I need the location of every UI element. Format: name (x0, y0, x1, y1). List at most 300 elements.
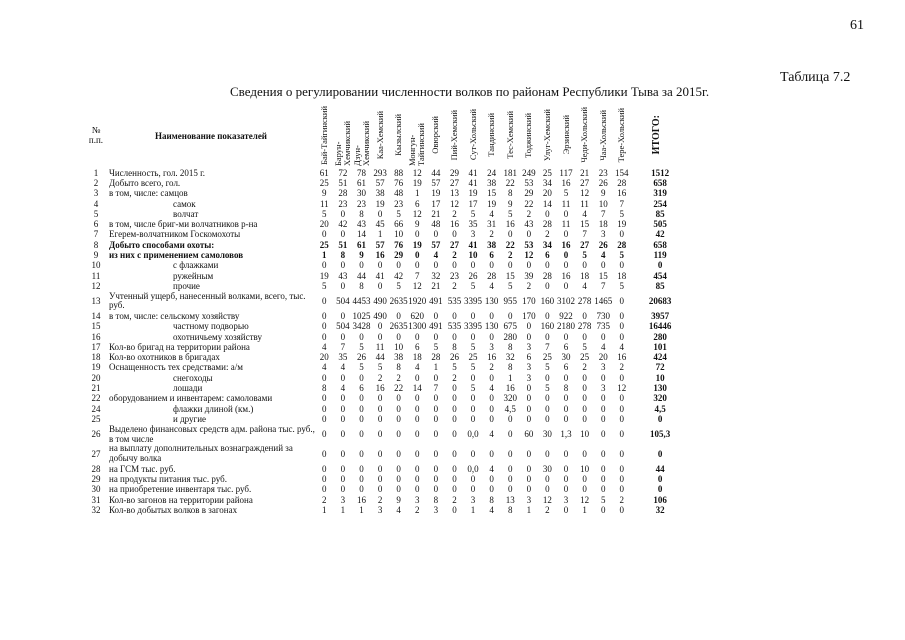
cell-value: 0 (396, 310, 401, 321)
cell-value: 0 (396, 331, 401, 342)
cell-value: 0 (600, 505, 606, 515)
table-row (85, 322, 683, 332)
cell-value: 1 (507, 372, 513, 383)
row-label: на приобретение инвентаря тыс. руб. (109, 484, 252, 495)
row-number: 29 (91, 474, 101, 485)
row-number: 20 (91, 372, 101, 383)
cell-value: 0 (563, 413, 569, 424)
cell-value: 22 (505, 177, 515, 188)
row-total: 254 (653, 198, 667, 209)
district-name: Бай-Тайгинский (318, 105, 329, 165)
cell-value: 7 (340, 341, 346, 352)
cell-value: 0 (377, 413, 383, 424)
cell-value: 2 (377, 372, 383, 383)
table-row (85, 474, 683, 484)
cell-value: 0 (377, 474, 383, 485)
row-number: 30 (91, 484, 101, 495)
cell-value: 15 (598, 270, 608, 281)
cell-value: 27 (449, 177, 459, 188)
cell-value: 0 (619, 505, 625, 515)
cell-value: 29 (449, 167, 459, 178)
row-total: 32 (655, 505, 665, 515)
cell-value: 5 (396, 208, 401, 219)
cell-value: 15 (487, 188, 497, 199)
cell-value: 0 (582, 393, 587, 404)
cell-value: 2 (489, 229, 494, 240)
cell-value: 0 (545, 448, 550, 459)
cell-value: 0 (507, 413, 513, 424)
cell-value: 0 (545, 403, 550, 414)
cell-value: 0 (619, 321, 625, 332)
cell-value: 0 (433, 229, 439, 240)
cell-value: 0 (563, 250, 569, 261)
cell-value: 0 (452, 505, 457, 515)
cell-value: 0 (377, 260, 383, 271)
cell-value: 4 (433, 250, 439, 261)
cell-value: 0 (340, 260, 346, 271)
row-number: 12 (91, 280, 101, 291)
cell-value: 490 (373, 295, 387, 306)
cell-value: 28 (338, 188, 348, 199)
cell-value: 0 (619, 393, 625, 404)
cell-value: 0 (563, 208, 569, 219)
cell-value: 0 (619, 463, 625, 474)
cell-value: 0 (526, 474, 532, 485)
cell-value: 8 (563, 383, 569, 394)
cell-value: 0 (545, 474, 550, 485)
cell-value: 0 (526, 403, 532, 414)
cell-value: 0 (600, 331, 606, 342)
cell-value: 41 (468, 239, 478, 250)
cell-value: 9 (359, 250, 364, 261)
cell-value: 16 (617, 352, 627, 363)
row-number: 31 (91, 494, 101, 505)
cell-value: 0,0 (467, 429, 479, 439)
cell-value: 0 (322, 429, 327, 439)
cell-value: 5 (563, 188, 569, 199)
cell-value: 57 (375, 239, 385, 250)
cell-value: 41 (375, 270, 385, 281)
header-district (464, 104, 483, 168)
cell-value: 43 (356, 219, 366, 230)
cell-value: 26 (468, 270, 478, 281)
cell-value: 1300 (408, 321, 427, 332)
cell-value: 9 (415, 219, 420, 230)
cell-value: 6 (359, 383, 364, 394)
cell-value: 20 (542, 188, 552, 199)
cell-value: 5 (619, 280, 625, 291)
cell-value: 42 (394, 270, 404, 281)
cell-value: 34 (542, 177, 552, 188)
cell-value: 44 (356, 270, 366, 281)
cell-value: 12 (524, 250, 534, 261)
district-name: Тере-Хольский (616, 107, 627, 163)
header-district (575, 104, 594, 168)
cell-value: 5 (359, 362, 364, 373)
cell-value: 11 (580, 198, 589, 209)
cell-value: 0 (415, 229, 420, 240)
cell-value: 8 (507, 341, 513, 352)
cell-value: 38 (487, 239, 497, 250)
row-total: 658 (653, 177, 667, 188)
cell-value: 15 (505, 270, 515, 281)
cell-value: 0 (359, 393, 364, 404)
cell-value: 160 (540, 321, 555, 332)
row-label: прочие (173, 281, 200, 291)
header-district (594, 104, 613, 168)
cell-value: 1 (359, 505, 364, 515)
cell-value: 4 (489, 463, 494, 474)
cell-value: 0 (359, 484, 364, 495)
row-number: 9 (93, 250, 99, 261)
cell-value: 5 (322, 280, 327, 291)
cell-value: 0 (582, 331, 587, 342)
cell-value: 3 (415, 494, 420, 505)
cell-value: 9 (322, 188, 327, 199)
row-number: 24 (91, 403, 101, 414)
cell-value: 8 (507, 505, 513, 515)
cell-value: 0 (470, 331, 476, 342)
row-number: 28 (91, 463, 101, 474)
cell-value: 0 (340, 448, 346, 459)
cell-value: 44 (431, 167, 441, 178)
cell-value: 0 (470, 484, 476, 495)
cell-value: 5 (600, 494, 606, 505)
row-total: 1512 (651, 167, 670, 178)
cell-value: 4 (322, 362, 327, 373)
header-district (445, 104, 464, 168)
row-label: Кол-во добытых волков в загонах (109, 505, 238, 515)
cell-value: 4 (489, 208, 494, 219)
cell-value: 535 (447, 321, 462, 332)
cell-value: 0 (359, 260, 364, 271)
cell-value: 0 (433, 403, 439, 414)
row-label: Егерем-волчатником Госкомохоты (109, 229, 241, 240)
district-name: Кызылский (393, 114, 404, 156)
cell-value: 28 (487, 270, 497, 281)
cell-value: 5 (470, 362, 476, 373)
cell-value: 0 (396, 474, 401, 485)
table-row (85, 178, 683, 188)
row-total: 4,5 (654, 403, 666, 414)
cell-value: 12 (542, 494, 552, 505)
cell-value: 30 (542, 429, 552, 439)
table-row (85, 404, 683, 414)
row-label: Добыто всего, гол. (109, 178, 181, 188)
cell-value: 4 (489, 505, 494, 515)
row-number: 27 (91, 448, 101, 459)
row-number: 26 (91, 429, 101, 439)
cell-value: 57 (375, 177, 385, 188)
cell-value: 0 (619, 448, 625, 459)
cell-value: 0 (340, 429, 346, 439)
cell-value: 0 (396, 393, 401, 404)
cell-value: 21 (580, 167, 590, 178)
cell-value: 53 (524, 177, 534, 188)
cell-value: 0 (545, 331, 550, 342)
table-row (85, 230, 683, 240)
row-total: 10 (655, 372, 665, 383)
cell-value: 17 (431, 198, 441, 209)
cell-value: 27 (580, 239, 590, 250)
cell-value: 0 (563, 505, 569, 515)
cell-value: 6 (545, 250, 550, 261)
cell-value: 24 (487, 167, 497, 178)
cell-value: 0 (470, 448, 476, 459)
cell-value: 8 (396, 362, 401, 373)
cell-value: 22 (394, 383, 404, 394)
cell-value: 130 (484, 295, 499, 306)
row-label: самок (173, 198, 196, 209)
cell-value: 0 (470, 260, 476, 271)
cell-value: 6 (415, 341, 420, 352)
header-district (538, 104, 557, 168)
cell-value: 0 (377, 331, 383, 342)
row-total: 280 (653, 331, 667, 342)
cell-value: 181 (503, 167, 517, 178)
cell-value: 5 (359, 341, 364, 352)
district-name: Барун-Хемчикский (332, 120, 352, 166)
cell-value: 0 (322, 403, 327, 414)
cell-value: 0 (582, 383, 587, 394)
cell-value: 0 (377, 484, 383, 495)
row-label: лошади (173, 383, 203, 394)
cell-value: 0 (526, 393, 532, 404)
district-name: Эрзинский (560, 115, 571, 155)
table-row (85, 373, 683, 383)
row-label: охотничьему хозяйству (173, 331, 262, 342)
cell-value: 26 (598, 177, 608, 188)
district-name: Каа-Хемский (374, 110, 385, 160)
cell-value: 4 (415, 362, 420, 373)
table-row (85, 464, 683, 474)
cell-value: 1 (470, 505, 476, 515)
cell-value: 9 (396, 494, 401, 505)
cell-value: 0 (452, 383, 457, 394)
total-label: ИТОГО: (650, 115, 662, 155)
cell-value: 4 (340, 383, 346, 394)
cell-value: 53 (524, 239, 534, 250)
cell-value: 0 (452, 403, 457, 414)
table-row (85, 189, 683, 199)
row-total: 42 (655, 229, 665, 240)
cell-value: 5 (470, 341, 476, 352)
cell-value: 16 (487, 352, 497, 363)
cell-value: 5 (433, 341, 439, 352)
cell-value: 2 (452, 208, 457, 219)
cell-value: 0 (396, 260, 401, 271)
cell-value: 1920 (408, 295, 427, 306)
cell-value: 5 (322, 208, 327, 219)
cell-value: 16 (505, 219, 515, 230)
cell-value: 4 (619, 341, 625, 352)
cell-value: 0 (582, 310, 587, 321)
cell-value: 20 (598, 352, 608, 363)
cell-value: 0 (563, 280, 569, 291)
cell-value: 0 (415, 463, 420, 474)
cell-value: 8 (507, 362, 513, 373)
cell-value: 0 (377, 280, 383, 291)
cell-value: 0 (322, 310, 327, 321)
cell-value: 490 (373, 310, 387, 321)
cell-value: 0 (322, 448, 327, 459)
cell-value: 0 (340, 229, 346, 240)
cell-value: 5 (545, 383, 550, 394)
row-label: и другие (173, 414, 207, 424)
table-row (85, 425, 683, 445)
cell-value: 0 (470, 403, 476, 414)
cell-value: 57 (431, 177, 441, 188)
cell-value: 160 (540, 295, 555, 306)
row-label: Численность, гол. 2015 г. (109, 168, 206, 178)
cell-value: 278 (577, 295, 592, 306)
cell-value: 0 (452, 463, 457, 474)
header-num: № п.п. (88, 125, 104, 145)
cell-value: 0 (470, 474, 476, 485)
cell-value: 20 (319, 352, 329, 363)
row-total: 16446 (648, 321, 672, 332)
district-name: Монгун-Тайгинский (407, 123, 427, 166)
cell-value: 0 (340, 331, 346, 342)
cell-value: 0 (415, 413, 420, 424)
district-name: Улуг-Хемский (541, 108, 552, 162)
cell-value: 29 (394, 250, 404, 261)
cell-value: 21 (431, 208, 441, 219)
row-total: 505 (653, 219, 667, 230)
cell-value: 13 (505, 494, 515, 505)
cell-value: 0 (415, 403, 420, 414)
cell-value: 0 (489, 331, 494, 342)
cell-value: 76 (394, 239, 404, 250)
cell-value: 9 (507, 198, 513, 209)
table-row (85, 363, 683, 373)
row-total: 0 (657, 260, 663, 271)
cell-value: 60 (524, 429, 534, 439)
cell-value: 6 (563, 341, 569, 352)
cell-value: 0 (526, 229, 532, 240)
header-total (631, 104, 683, 168)
cell-value: 6 (489, 250, 494, 261)
cell-value: 5 (470, 280, 476, 291)
cell-value: 0 (322, 295, 327, 306)
cell-value: 0 (507, 463, 513, 474)
cell-value: 0 (619, 229, 625, 240)
table-row (85, 261, 683, 271)
cell-value: 2 (619, 494, 625, 505)
cell-value: 28 (617, 239, 627, 250)
cell-value: 25 (319, 177, 329, 188)
cell-value: 18 (617, 270, 627, 281)
cell-value: 2 (545, 229, 550, 240)
wolf-data-table (85, 104, 683, 516)
cell-value: 8 (359, 208, 364, 219)
cell-value: 0 (545, 260, 550, 271)
table-row (85, 444, 683, 464)
cell-value: 280 (503, 331, 517, 342)
cell-value: 18 (412, 352, 422, 363)
cell-value: 730 (596, 310, 610, 321)
table-row (85, 271, 683, 281)
cell-value: 51 (338, 239, 348, 250)
cell-value: 0 (322, 393, 327, 404)
cell-value: 43 (338, 270, 348, 281)
cell-value: 0 (600, 260, 606, 271)
row-number: 4 (93, 198, 99, 209)
cell-value: 11 (561, 198, 571, 209)
cell-value: 16 (375, 250, 385, 261)
cell-value: 0 (377, 429, 383, 439)
cell-value: 278 (577, 321, 592, 332)
cell-value: 0 (619, 413, 625, 424)
cell-value: 7 (600, 208, 606, 219)
cell-value: 0 (600, 429, 606, 439)
cell-value: 0 (526, 484, 532, 495)
cell-value: 0 (396, 448, 401, 459)
cell-value: 28 (617, 177, 627, 188)
cell-value: 0 (507, 260, 513, 271)
cell-value: 1025 (352, 310, 371, 321)
cell-value: 0 (433, 429, 439, 439)
cell-value: 0 (600, 393, 606, 404)
cell-value: 3 (600, 362, 606, 373)
cell-value: 16 (617, 188, 627, 199)
cell-value: 38 (487, 177, 497, 188)
cell-value: 3 (526, 494, 532, 505)
cell-value: 117 (559, 167, 573, 178)
district-name: Пий-Хемский (448, 109, 459, 161)
cell-value: 14 (356, 229, 366, 240)
cell-value: 45 (375, 219, 385, 230)
cell-value: 2 (582, 362, 587, 373)
cell-value: 0 (396, 463, 401, 474)
cell-value: 2635 (389, 295, 408, 306)
cell-value: 0 (415, 250, 420, 261)
row-label: флажки длиной (км.) (173, 404, 254, 414)
header-district (389, 104, 408, 168)
cell-value: 0 (582, 474, 587, 485)
cell-value: 48 (394, 188, 404, 199)
cell-value: 0 (359, 448, 364, 459)
cell-value: 0 (545, 484, 550, 495)
cell-value: 3 (377, 505, 383, 515)
cell-value: 0 (563, 463, 569, 474)
cell-value: 35 (338, 352, 348, 363)
cell-value: 8 (489, 494, 494, 505)
cell-value: 0 (340, 463, 346, 474)
cell-value: 0 (489, 372, 494, 383)
cell-value: 0 (545, 280, 550, 291)
table-row (85, 414, 683, 424)
row-number: 2 (93, 177, 99, 188)
cell-value: 23 (449, 270, 459, 281)
cell-value: 0 (340, 484, 346, 495)
cell-value: 0 (600, 372, 606, 383)
cell-value: 0 (415, 429, 420, 439)
cell-value: 2 (396, 372, 401, 383)
cell-value: 28 (542, 219, 552, 230)
cell-value: 0 (433, 448, 439, 459)
cell-value: 0 (359, 463, 364, 474)
cell-value: 0 (526, 321, 532, 332)
table-row (85, 342, 683, 352)
cell-value: 0 (600, 484, 606, 495)
cell-value: 5 (507, 208, 513, 219)
cell-value: 14 (542, 198, 552, 209)
cell-value: 12 (449, 198, 459, 209)
cell-value: 19 (487, 198, 497, 209)
cell-value: 0 (322, 260, 327, 271)
cell-value: 22 (505, 239, 515, 250)
